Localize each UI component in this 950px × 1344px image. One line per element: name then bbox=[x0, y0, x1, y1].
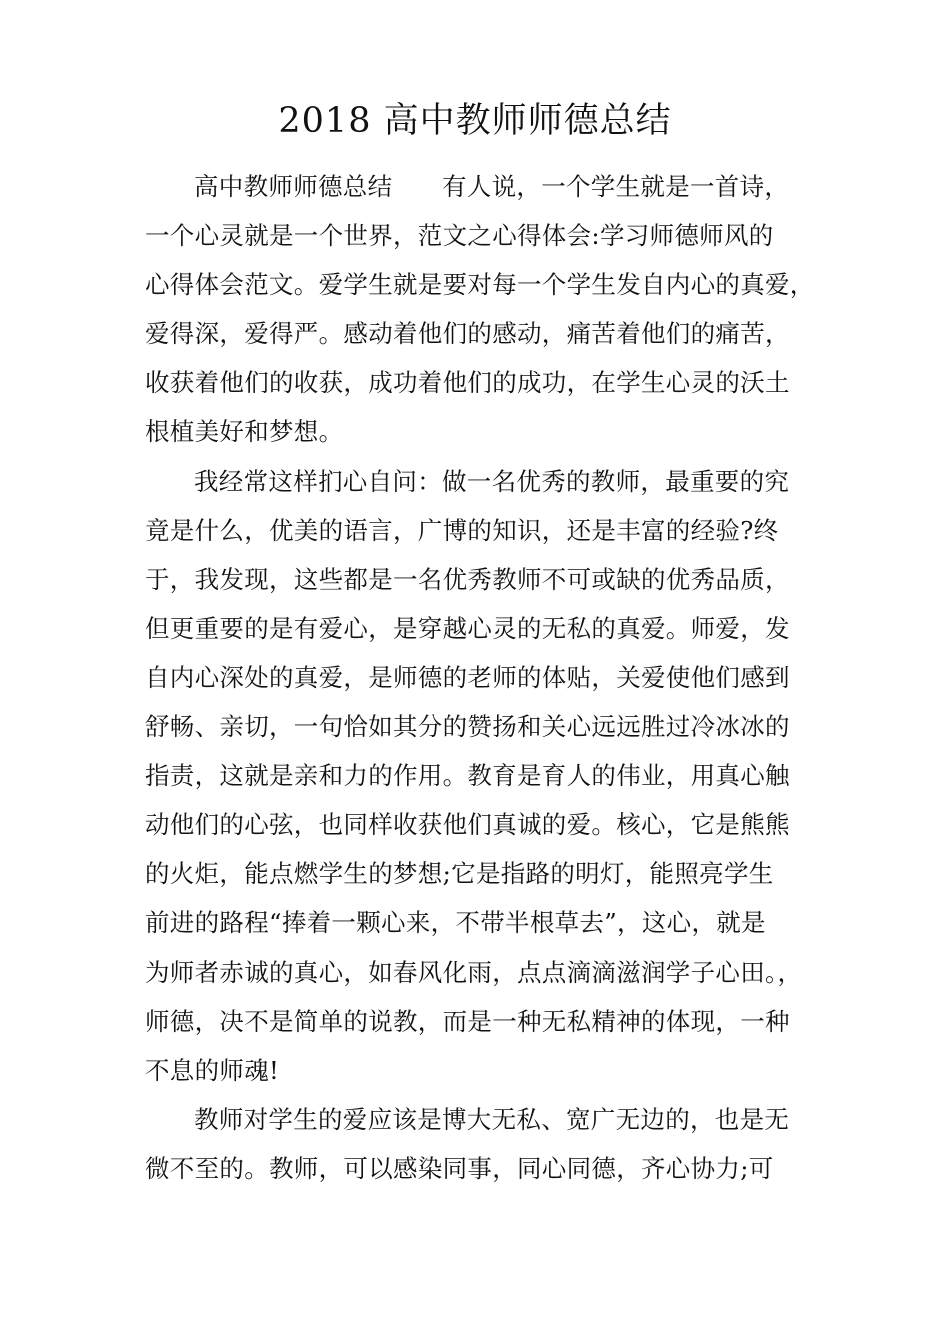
text-line: 不息的师魂! bbox=[145, 1055, 280, 1085]
text-line: 动他们的心弦，也同样收获他们真诚的爱。核心，它是熊熊 bbox=[145, 810, 790, 840]
text-line: 指责，这就是亲和力的作用。教育是育人的伟业，用真心触 bbox=[145, 761, 790, 791]
paragraph-3 bbox=[145, 1095, 825, 1193]
text-line: 爱得深，爱得严。感动着他们的感动，痛苦着他们的痛苦， bbox=[145, 319, 790, 349]
text-line: 为师者赤诚的真心，如春风化雨，点点滴滴滋润学子心田。， bbox=[145, 957, 803, 987]
paragraph-1 bbox=[145, 162, 825, 457]
text-line: 师德，决不是简单的说教，而是一种无私精神的体现，一种 bbox=[145, 1006, 790, 1036]
text-line: 一个心灵就是一个世界，范文之心得体会:学习师德师风的 bbox=[145, 221, 774, 251]
text-line: 收获着他们的收获，成功着他们的成功，在学生心灵的沃土 bbox=[145, 368, 790, 398]
text-line: 但更重要的是有爱心，是穿越心灵的无私的真爱。师爱，发 bbox=[145, 613, 790, 643]
paragraph-2 bbox=[145, 457, 825, 1095]
document-body bbox=[145, 162, 825, 1193]
text-line: 舒畅、亲切，一句恰如其分的赞扬和关心远远胜过冷冰冰的 bbox=[145, 712, 790, 742]
text-line: 竟是什么，优美的语言，广博的知识，还是丰富的经验?终 bbox=[145, 515, 779, 545]
text-line: 的火炬，能点燃学生的梦想;它是指路的明灯，能照亮学生 bbox=[145, 859, 774, 889]
document-title: 2018 高中教师师德总结 bbox=[278, 101, 672, 141]
text-line: 自内心深处的真爱，是师德的老师的体贴，关爱使他们感到 bbox=[145, 662, 790, 692]
text-line: 于，我发现，这些都是一名优秀教师不可或缺的优秀品质， bbox=[145, 564, 790, 594]
text-line: 微不至的。教师，可以感染同事，同心同德，齐心协力;可 bbox=[145, 1153, 774, 1183]
text-line: 心得体会范文。爱学生就是要对每一个学生发自内心的真爱， bbox=[145, 270, 815, 300]
text-line: 教师对学生的爱应该是博大无私、宽广无边的，也是无 bbox=[194, 1104, 790, 1134]
text-line: 我经常这样扪心自问：做一名优秀的教师，最重要的究 bbox=[194, 466, 790, 496]
text-line: 高中教师师德总结 有人说，一个学生就是一首诗， bbox=[194, 172, 790, 201]
text-line: 前进的路程“捧着一颗心来，不带半根草去”，这心，就是 bbox=[145, 908, 766, 938]
text-line: 根植美好和梦想。 bbox=[145, 417, 344, 447]
